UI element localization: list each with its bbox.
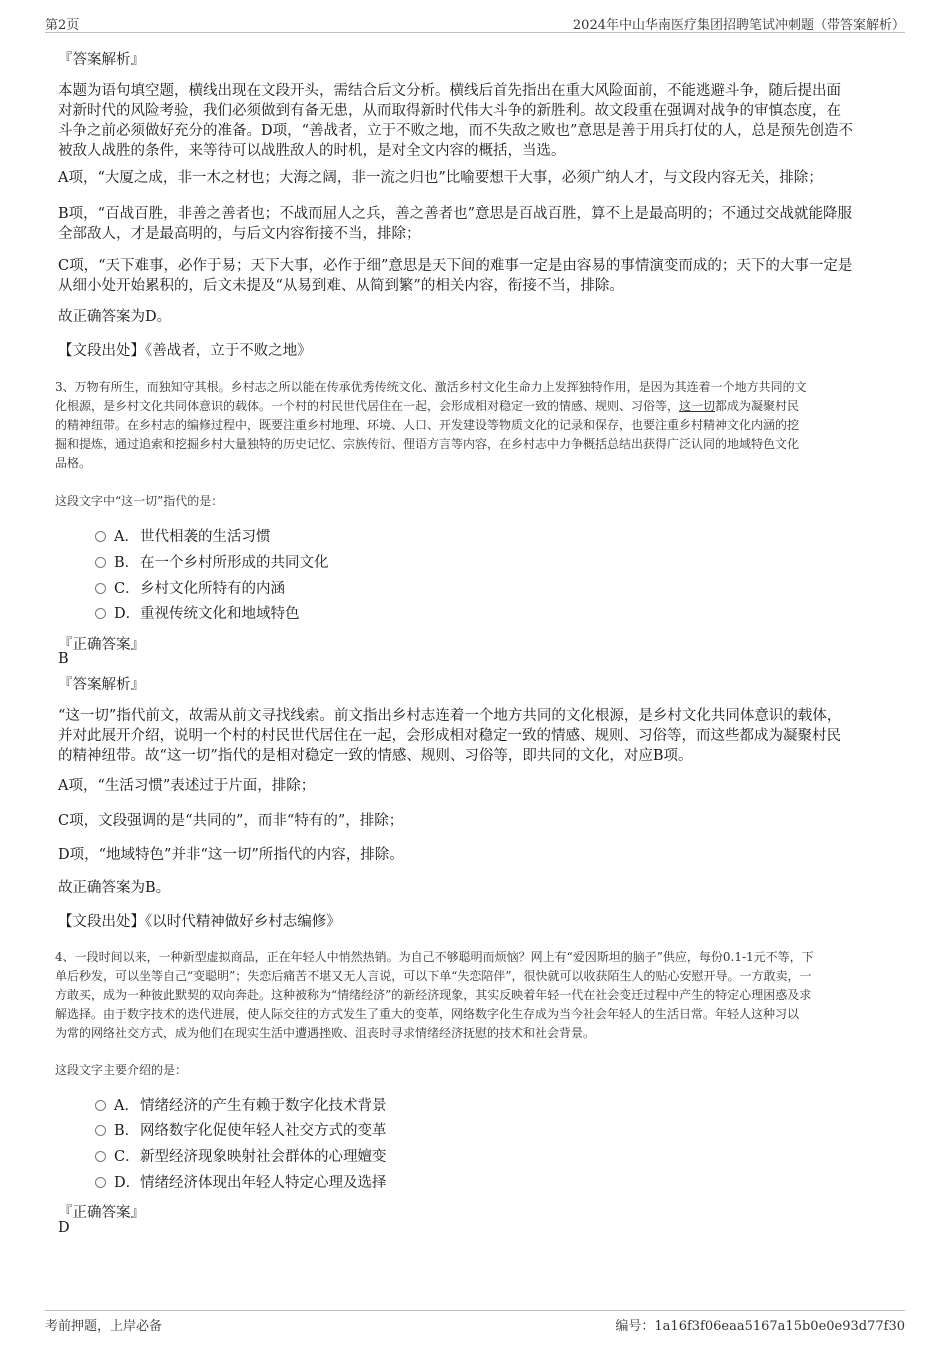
passage-line: 方敢买，成为一种彼此默契的双向奔赴。这种被称为“情绪经济”的新经济现象，其实反映着年轻一代在社会变迁过程中产生的特定心理困惑及求	[55, 988, 812, 1002]
passage-line: 4、一段时间以来，一种新型虚拟商品，正在年轻人中悄然热销。为自己不够聪明而烦恼？网上有“爱因斯坦的脑子”供应，每份0.1-1元不等，下	[55, 950, 814, 964]
question-4-prompt: 这段文字主要介绍的是：	[55, 1063, 188, 1077]
radio-icon[interactable]	[95, 1125, 106, 1136]
analysis-line: 斗争之前必须做好充分的准备。D项，“善战者，立于不败之地，而不失敌之败也”意思是善于用兵打仗的人，总是预先创造不	[58, 123, 853, 139]
note-a-q3: A项，“生活习惯”表述过于片面，排除；	[58, 778, 316, 794]
radio-icon[interactable]	[95, 1177, 106, 1188]
analysis-line: 被敌人战胜的条件，来等待可以战胜敌人的时机，是对全文内容的概括，当选。	[58, 143, 566, 159]
q3-option-c[interactable]: C．乡村文化所特有的内涵	[95, 579, 285, 599]
q4-option-a[interactable]: A．情绪经济的产生有赖于数字化技术背景	[95, 1096, 387, 1116]
radio-icon[interactable]	[95, 557, 106, 568]
page-number: 第2页	[45, 18, 80, 33]
radio-icon[interactable]	[95, 531, 106, 542]
note-line: 全部敌人，才是最高明的，与后文内容衔接不当，排除；	[58, 226, 421, 242]
radio-icon[interactable]	[95, 583, 106, 594]
page-header	[45, 12, 905, 33]
passage-line: 单后秒发，可以坐等自己“变聪明”；失恋后痛苦不堪又无人言说，可以下单“失恋陪伴”，很快就可以收获陌生人的贴心安慰开导。一方敢卖，一	[55, 969, 812, 983]
radio-icon[interactable]	[95, 1151, 106, 1162]
correct-answer-q4: D	[58, 1220, 70, 1236]
underlined-phrase: 这一切	[679, 399, 716, 413]
passage-line: 3、万物有所生，而独知守其根。乡村志之所以能在传承优秀传统文化、激活乡村文化生命力上发挥独特作用，是因为其连着一个地方共同的文	[55, 380, 807, 394]
passage-line: 掘和提炼，通过追索和挖掘乡村大量独特的历史记忆、宗族传衍、俚语方言等内容，在乡村志中力争概括总结出获得广泛认同的地域特色文化	[55, 437, 800, 451]
note-line: C项，“天下难事，必作于易；天下大事，必作于细”意思是天下间的难事一定是由容易的事情演变而成的；天下的大事一定是	[58, 258, 853, 274]
analysis-line: 本题为语句填空题，横线出现在文段开头，需结合后文分析。横线后首先指出在重大风险面前，不能逃避斗争，随后提出面	[58, 83, 841, 99]
conclusion-q2: 故正确答案为D。	[58, 309, 172, 325]
note-line: 从细小处开始累积的，后文未提及“从易到难、从简到繁”的相关内容，衔接不当，排除。	[58, 278, 624, 294]
footer-slogan: 考前押题，上岸必备	[45, 1319, 163, 1334]
document-id: 编号：1a16f3f06eaa5167a15b0e0e93d77f30	[615, 1319, 905, 1334]
analysis-line: 并对此展开介绍，说明一个村的村民世代居住在一起，会形成相对稳定一致的情感、规则、习俗等，而这些都成为凝聚村民	[58, 728, 841, 744]
source-q3: 【文段出处】《以时代精神做好乡村志编修》	[58, 914, 341, 930]
q3-option-a[interactable]: A．世代相袭的生活习惯	[95, 527, 271, 547]
analysis-line: 对新时代的风险考验，我们必须做到有备无患，从而取得新时代伟大斗争的新胜利。故文段重在强调对战争的审慎态度，在	[58, 103, 841, 119]
passage-line: 化根源，是乡村文化共同体意识的载体。一个村的村民世代居住在一起，会形成相对稳定一致的情感、规则、习俗等，这一切都成为凝聚村民	[55, 399, 800, 413]
passage-line: 解选择。由于数字技术的迭代进展，使人际交往的方式发生了重大的变革，网络数字化生存成为当今社会年轻人的生活日常。年轻人这种习以	[55, 1007, 800, 1021]
question-3-passage	[55, 378, 900, 473]
document-title: 2024年中山华南医疗集团招聘笔试冲刺题（带答案解析）	[572, 18, 905, 33]
option-b-note-q2	[58, 204, 898, 244]
note-line: B项，“百战百胜，非善之善者也；不战而屈人之兵，善之善者也”意思是百战百胜，算不上是最高明的；不通过交战就能降服	[58, 206, 852, 222]
analysis-label-q3: 『答案解析』	[58, 677, 145, 693]
radio-icon[interactable]	[95, 1100, 106, 1111]
correct-label-q4: 『正确答案』	[58, 1205, 145, 1221]
q4-option-d[interactable]: D．情绪经济体现出年轻人特定心理及选择	[95, 1173, 387, 1193]
passage-line: 品格。	[55, 456, 92, 470]
analysis-label-q2: 『答案解析』	[58, 52, 145, 68]
question-4-passage	[55, 948, 900, 1043]
passage-line: 为常的网络社交方式，成为他们在现实生活中遭遇挫败、沮丧时寻求情绪经济抚慰的技术和社会背景。	[55, 1026, 596, 1040]
question-3-prompt: 这段文字中“这一切”指代的是：	[55, 494, 224, 508]
option-a-note-q2: A项，“大厦之成，非一木之材也；大海之阔，非一流之归也”比喻要想干大事，必须广纳人才，与文段内容无关，排除；	[58, 170, 823, 186]
page-footer	[45, 1310, 905, 1337]
radio-icon[interactable]	[95, 608, 106, 619]
analysis-line: 的精神纽带。故“这一切”指代的是相对稳定一致的情感、规则、习俗等，即共同的文化，对应B项。	[58, 748, 693, 764]
correct-label-q3: 『正确答案』	[58, 637, 145, 653]
q4-option-c[interactable]: C．新型经济现象映射社会群体的心理嬗变	[95, 1147, 387, 1167]
q3-option-d[interactable]: D．重视传统文化和地域特色	[95, 604, 300, 624]
source-q2: 【文段出处】《善战者，立于不败之地》	[58, 343, 312, 359]
note-d-q3: D项，“地域特色”并非“这一切”所指代的内容，排除。	[58, 847, 404, 863]
q3-option-b[interactable]: B．在一个乡村所形成的共同文化	[95, 553, 329, 573]
note-c-q3: C项，文段强调的是“共同的”，而非“特有的”，排除；	[58, 813, 404, 829]
analysis-line: “这一切”指代前文，故需从前文寻找线索。前文指出乡村志连着一个地方共同的文化根源，是乡村文化共同体意识的载体，	[58, 708, 842, 724]
analysis-paragraph-q2	[58, 81, 898, 161]
conclusion-q3: 故正确答案为B。	[58, 880, 171, 896]
passage-line: 的精神纽带。在乡村志的编修过程中，既要注重乡村地理、环境、人口、开发建设等物质文化的记录和保存，也要注重乡村精神文化内涵的挖	[55, 418, 800, 432]
q4-option-b[interactable]: B．网络数字化促使年轻人社交方式的变革	[95, 1121, 387, 1141]
correct-answer-q3: B	[58, 651, 69, 667]
analysis-paragraph-q3	[58, 706, 898, 766]
option-c-note-q2	[58, 256, 898, 296]
